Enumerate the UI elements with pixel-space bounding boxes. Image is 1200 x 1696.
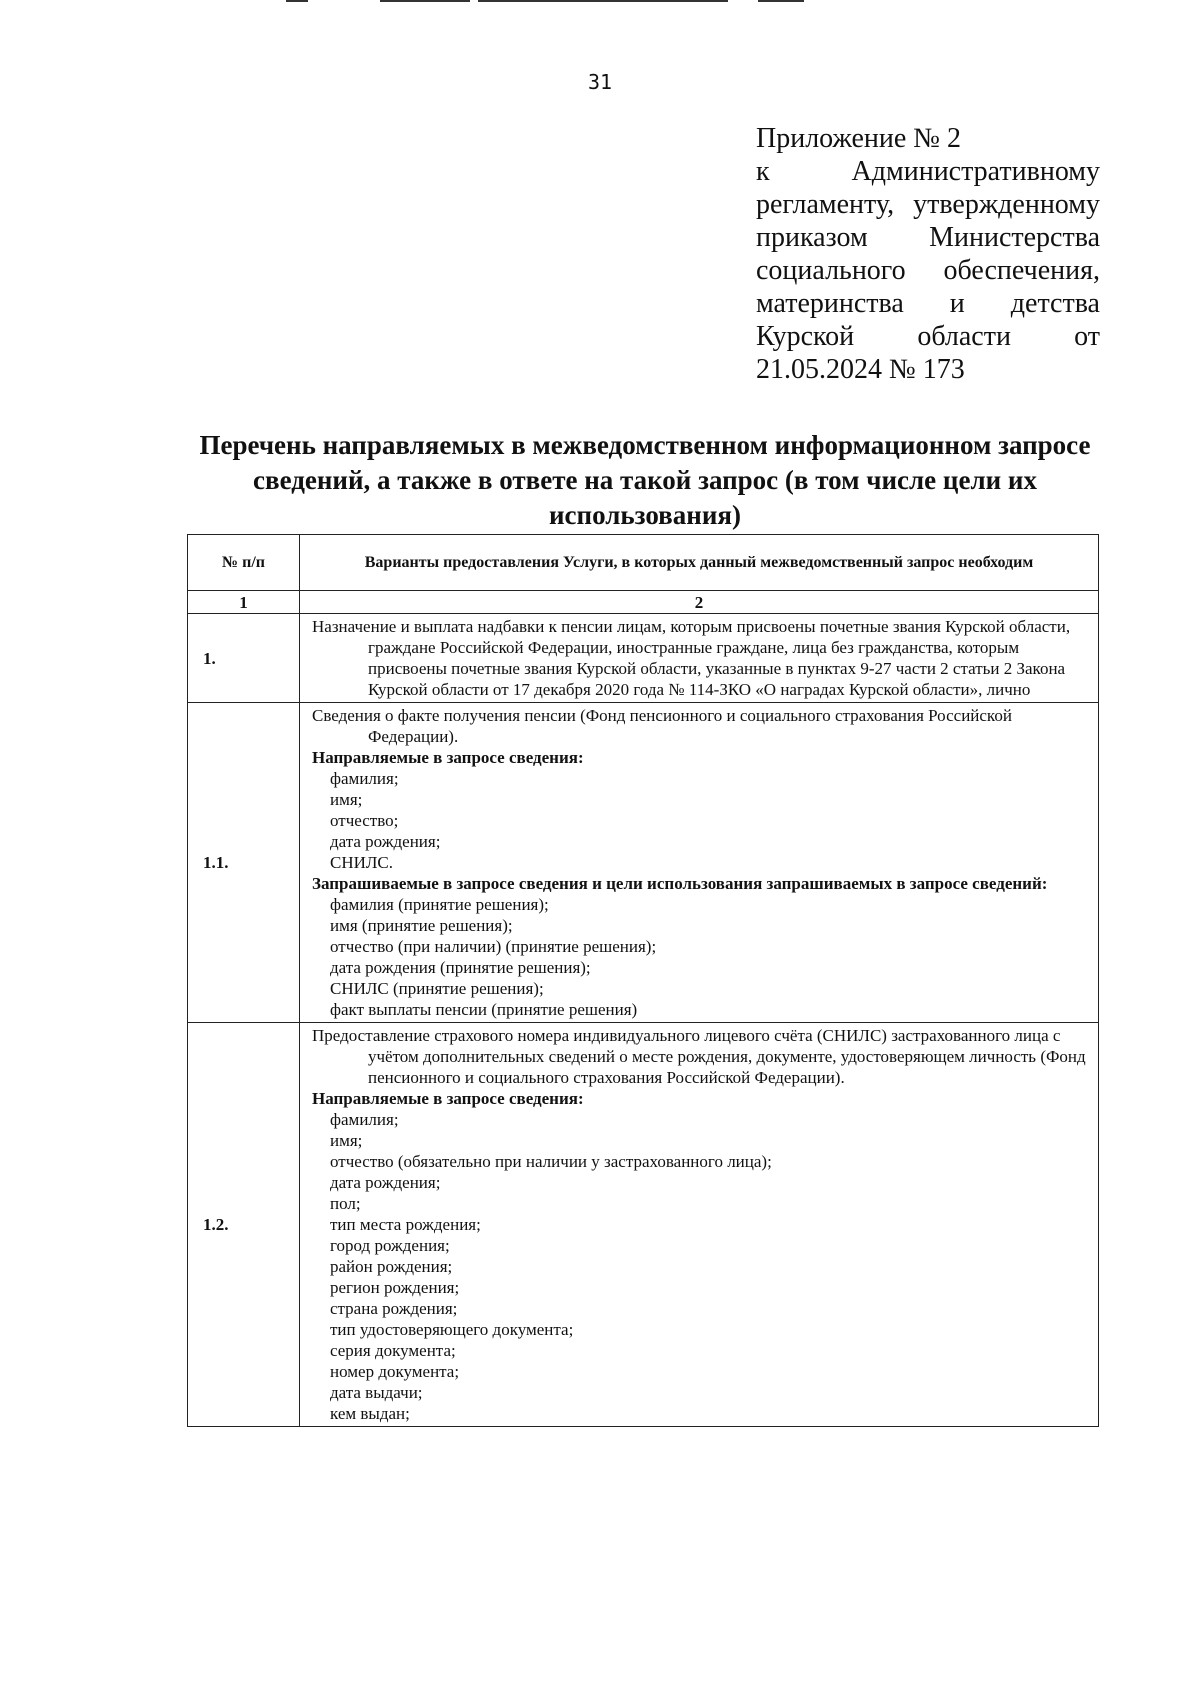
table-header-row [188,535,1099,591]
list-item: страна рождения; [330,1299,458,1318]
appendix-line: регламенту, утвержденному [756,189,1100,220]
table-row [188,1023,1099,1427]
list-item: фамилия (принятие решения); [330,895,549,914]
index-cell: 2 [300,591,1099,614]
list-item: фамилия; [330,769,399,788]
sent-heading: Направляемые в запросе сведения: [312,1089,584,1108]
list-item: город рождения; [330,1236,450,1255]
document-title: Перечень направляемых в межведомственном информационном запросе сведений, а также в ответе на такой запрос (в том числе цели их использования) [199,430,1091,530]
table-index-row [188,591,1099,614]
row-number: 1. [188,614,300,703]
appendix-line: к Административному [756,156,1100,187]
appendix-line: 21.05.2024 № 173 [756,354,965,385]
row-number: 1.2. [188,1023,300,1427]
requests-table [187,534,1099,1427]
row-content [300,614,1099,703]
table-row [188,703,1099,1023]
list-item: фамилия; [330,1110,399,1129]
appendix-line: Приложение № 2 [756,123,961,154]
list-item: отчество (обязательно при наличии у застрахованного лица); [330,1152,772,1171]
row-content [300,703,1099,1023]
appendix-line: материнства и детства [756,288,1100,319]
scan-mark [286,0,308,2]
list-item: имя (принятие решения); [330,916,513,935]
list-item: тип удостоверяющего документа; [330,1320,574,1339]
index-cell: 1 [188,591,300,614]
list-item: серия документа; [330,1341,456,1360]
row-content [300,1023,1099,1427]
row-number: 1.1. [188,703,300,1023]
list-item: район рождения; [330,1257,453,1276]
list-item: имя; [330,1131,363,1150]
list-item: факт выплаты пенсии (принятие решения) [330,1000,638,1019]
service-variant-text: Назначение и выплата надбавки к пенсии лицам, которым присвоены почетные звания Курской области, граждане Российской Федерации, иностранные граждане, лица без гражданства, которым присвоены почетные звания Курской области, указанные в пунктах 9-27 части 2 статьи 2 Закона Курской области от 17 декабря 2020 года № 114-ЗКО «О наградах Курской области», лично [312,617,1071,699]
list-item: дата рождения; [330,1173,441,1192]
list-item: дата рождения; [330,832,441,851]
header-variants: Варианты предоставления Услуги, в которых данный межведомственный запрос необходим [300,535,1099,591]
list-item: регион рождения; [330,1278,460,1297]
requested-heading: Запрашиваемые в запросе сведения и цели использования запрашиваемых в запросе сведений: [312,874,1048,893]
list-item: дата выдачи; [330,1383,423,1402]
appendix-line: социального обеспечения, [756,255,1100,286]
list-item: отчество (при наличии) (принятие решения); [330,937,657,956]
scan-mark [380,0,470,2]
scan-mark [478,0,728,2]
page-number: 31 [587,70,613,94]
table-row [188,614,1099,703]
list-item: дата рождения (принятие решения); [330,958,591,977]
request-intro: Сведения о факте получения пенсии (Фонд пенсионного и социального страхования Российской Федерации). [312,706,1012,746]
list-item: СНИЛС. [330,853,394,872]
request-intro: Предоставление страхового номера индивидуального лицевого счёта (СНИЛС) застрахованного лица с учётом дополнительных сведений о месте рождения, документе, удостоверяющем личность (Фонд пенсионного и социального страхования Российской Федерации). [312,1026,1086,1087]
scan-mark [758,0,804,2]
list-item: имя; [330,790,363,809]
appendix-line: Курской области от [756,321,1100,352]
sent-heading: Направляемые в запросе сведения: [312,748,584,767]
list-item: кем выдан; [330,1404,410,1423]
appendix-line: приказом Министерства [756,222,1100,253]
header-number: № п/п [188,535,300,591]
list-item: пол; [330,1194,361,1213]
list-item: тип места рождения; [330,1215,481,1234]
list-item: номер документа; [330,1362,460,1381]
appendix-block [756,122,1100,386]
list-item: отчество; [330,811,399,830]
list-item: СНИЛС (принятие решения); [330,979,544,998]
